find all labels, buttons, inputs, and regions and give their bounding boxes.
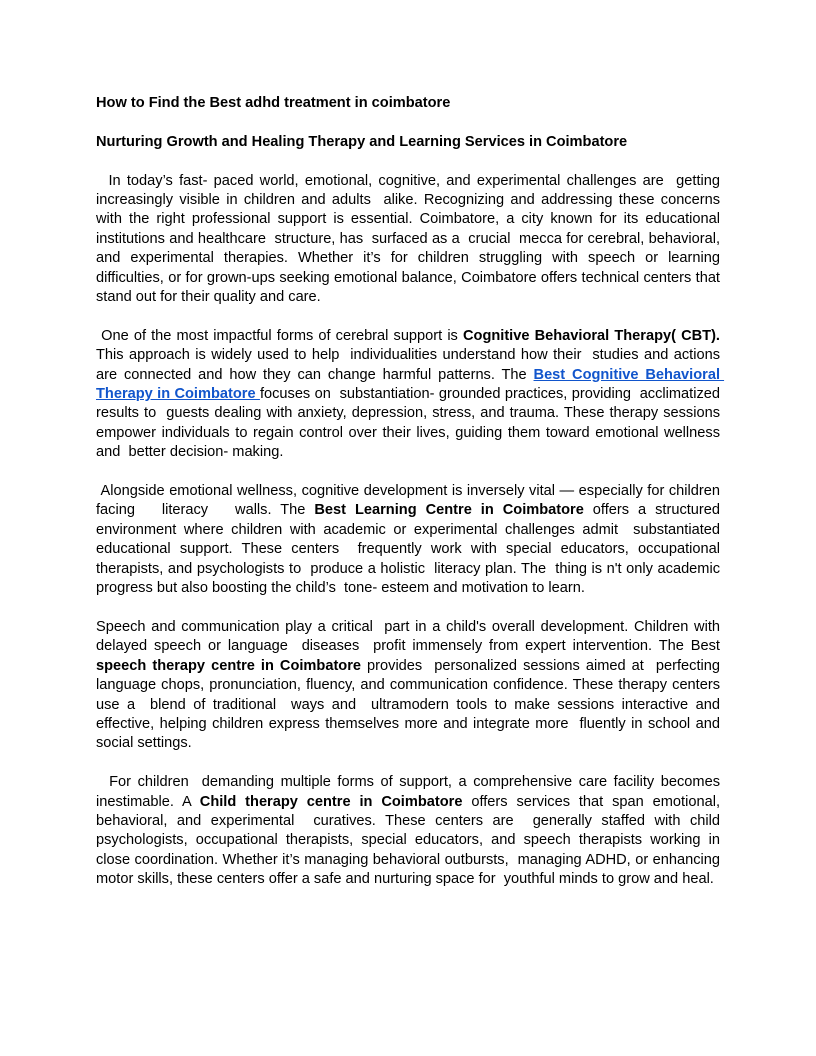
text: focuses on substantiation- grounded practices, providing acclimatized results to guests dealing with anxiety, depression, stress, and trauma. These therapy sessions empower individuals to regain control over their lives, guiding them toward emotional wellness and better decision- making. (96, 386, 725, 461)
bold-term-child-therapy: Child therapy centre in Coimbatore (199, 793, 463, 810)
document-subtitle: Nurturing Growth and Healing Therapy and Learning Services in Coimbatore (96, 133, 628, 150)
text: For children demanding multiple forms of support, a comprehensive care facility becomes inestimable. A (96, 774, 725, 810)
bold-term-cbt: Cognitive Behavioral Therapy( CBT). (462, 327, 720, 344)
paragraph-cbt (96, 327, 725, 463)
text: In today’s fast- paced world, emotional, cognitive, and experimental challenges are getting increasingly visible in children and adults alike. Recognizing and addressing these concerns with the right professional support is essential. Coimbatore, a city known for its educational institutions and healthcare structure, has surfaced as a crucial mecca for cerebral, behavioral, and experimental therapies. Whether it’s for children struggling with speech or learning difficulties, or for grown-ups seeking emotional balance, Coimbatore offers technical centers that stand out for their quality and care. (96, 172, 725, 306)
paragraph-child-therapy (96, 773, 725, 889)
document-title: How to Find the Best adhd treatment in coimbatore (96, 95, 451, 111)
paragraph-intro (96, 172, 725, 308)
text: Speech and communication play a critical part in a child's overall development. Children with delayed speech or language diseases profit immensely from expert intervention. The Best (96, 618, 725, 655)
bold-term-speech-therapy: speech therapy centre in Coimbatore (96, 657, 362, 674)
document-page (96, 94, 725, 909)
text: offers a structured environment where children with academic or experimental challenges admit substantiated educational support. These centers frequently work with special educators, occupational therapists, and psychologists to produce a holistic literacy plan. The thing is n't only academic progress but also boosting the child’s tone- esteem and motivation to learn. (96, 502, 725, 597)
paragraph-speech (96, 618, 725, 754)
text: offers services that span emotional, behavioral, and experimental curatives. These centers are generally staffed with child psychologists, occupational therapists, special educators, and speech therapists working in close coordination. Whether it’s managing behavioral outbursts, managing ADHD, or enhancing motor skills, these centers offer a safe and nurturing space for youthful minds to grow and heal. (96, 793, 725, 888)
text: This approach is widely used to help individualities understand how their studies and actions are connected and how they can change harmful patterns. The (96, 327, 725, 383)
bold-term-learning-centre: Best Learning Centre in Coimbatore (314, 502, 584, 519)
text: provides personalized sessions aimed at perfecting language chops, pronunciation, fluency, and communication confidence. These therapy centers use a blend of traditional ways and ultramodern tools to make sessions interactive and effective, helping children express themselves more and integrate more fluently in school and social settings. (96, 657, 725, 752)
cbt-coimbatore-link[interactable]: Best Cognitive Behavioral Therapy in Coimbatore (96, 366, 725, 403)
text: One of the most impactful forms of cerebral support is (96, 327, 463, 344)
text: Alongside emotional wellness, cognitive development is inversely vital — especially for children facing literacy walls. The (96, 483, 725, 519)
paragraph-learning (96, 482, 725, 598)
